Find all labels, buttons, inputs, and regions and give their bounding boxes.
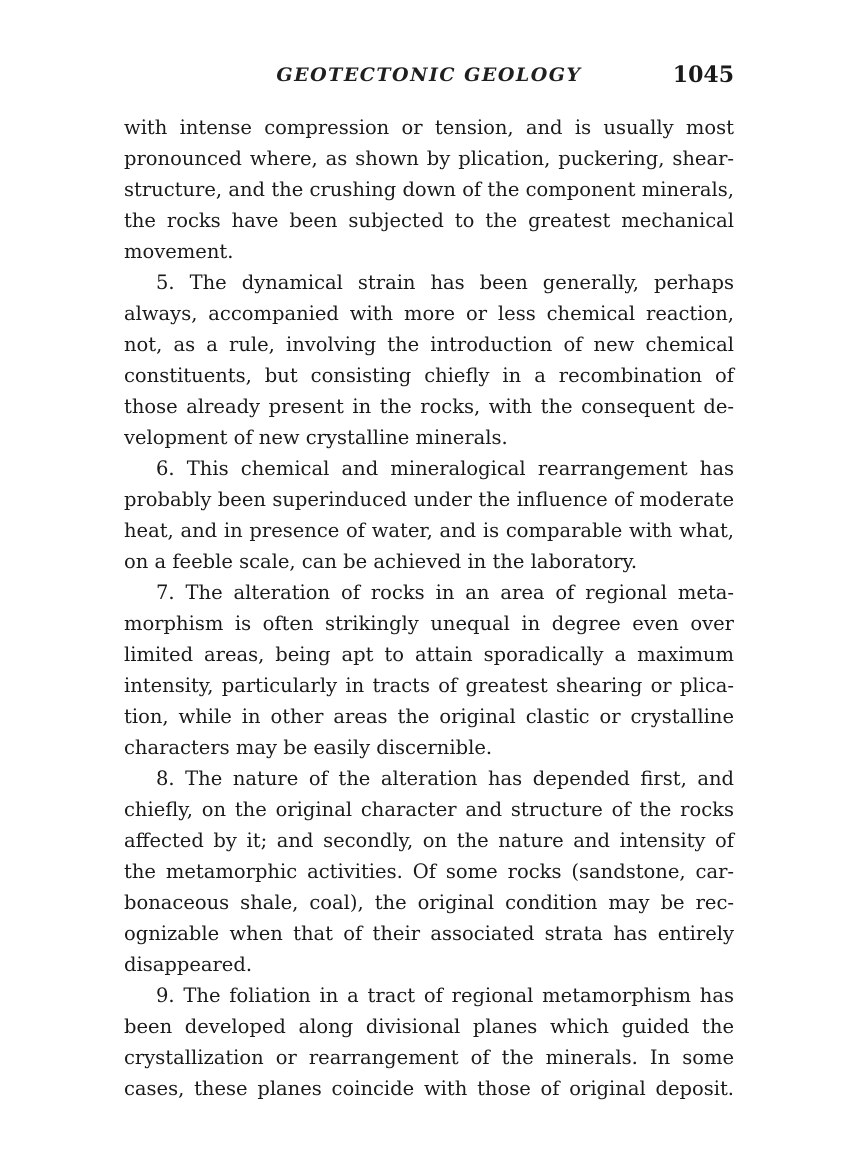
paragraph-6 xyxy=(124,453,734,577)
text-line: been developed along divisional planes which guided the xyxy=(124,1015,734,1038)
text-line: cases, these planes coincide with those of original deposit. xyxy=(124,1077,734,1100)
text-line: with intense compression or tension, and is usually most xyxy=(124,116,734,139)
text-line: 6. This chemical and mineralogical rearrangement has xyxy=(156,457,734,480)
text-line: those already present in the rocks, with the consequent de- xyxy=(124,395,734,418)
text-line: disappeared. xyxy=(124,953,253,976)
paragraph-5 xyxy=(124,267,734,453)
text-line: pronounced where, as shown by plication, puckering, shear- xyxy=(124,147,734,170)
text-line: bonaceous shale, coal), the original condition may be rec- xyxy=(124,891,734,914)
text-line: morphism is often strikingly unequal in degree even over xyxy=(124,612,734,635)
text-line: always, accompanied with more or less chemical reaction, xyxy=(124,302,734,325)
text-line: heat, and in presence of water, and is comparable with what, xyxy=(124,519,734,542)
paragraph-8 xyxy=(124,763,734,980)
text-line: crystallization or rearrangement of the minerals. In some xyxy=(124,1046,734,1069)
text-line: intensity, particularly in tracts of greatest shearing or plica- xyxy=(124,674,734,697)
body-text xyxy=(124,112,734,1104)
text-line: 7. The alteration of rocks in an area of regional meta- xyxy=(156,581,734,604)
text-line: the metamorphic activities. Of some rocks (sandstone, car- xyxy=(124,860,734,883)
running-title: GEOTECTONIC GEOLOGY xyxy=(276,64,582,86)
text-line: characters may be easily discernible. xyxy=(124,736,493,759)
text-line: chiefly, on the original character and structure of the rocks xyxy=(124,798,734,821)
text-line: affected by it; and secondly, on the nature and intensity of xyxy=(124,829,734,852)
text-line: movement. xyxy=(124,240,234,263)
page-number: 1045 xyxy=(672,62,734,88)
text-line: 5. The dynamical strain has been generally, perhaps xyxy=(156,271,734,294)
text-line: ognizable when that of their associated strata has entirely xyxy=(124,922,734,945)
page-header xyxy=(124,60,734,96)
paragraph-9 xyxy=(124,980,734,1104)
text-line: 9. The foliation in a tract of regional metamorphism has xyxy=(156,984,734,1007)
text-line: constituents, but consisting chiefly in a recombination of xyxy=(124,364,734,387)
text-line: velopment of new crystalline minerals. xyxy=(124,426,508,449)
text-line: on a feeble scale, can be achieved in the laboratory. xyxy=(124,550,638,573)
text-line: the rocks have been subjected to the greatest mechanical xyxy=(124,209,734,232)
text-line: probably been superinduced under the influence of moderate xyxy=(124,488,734,511)
text-line: not, as a rule, involving the introduction of new chemical xyxy=(124,333,734,356)
text-line: tion, while in other areas the original clastic or crystalline xyxy=(124,705,734,728)
text-line: limited areas, being apt to attain sporadically a maximum xyxy=(124,643,734,666)
text-line: 8. The nature of the alteration has depended first, and xyxy=(156,767,734,790)
paragraph-7 xyxy=(124,577,734,763)
text-line: structure, and the crushing down of the component minerals, xyxy=(124,178,734,201)
paragraph-continuation xyxy=(124,112,734,267)
